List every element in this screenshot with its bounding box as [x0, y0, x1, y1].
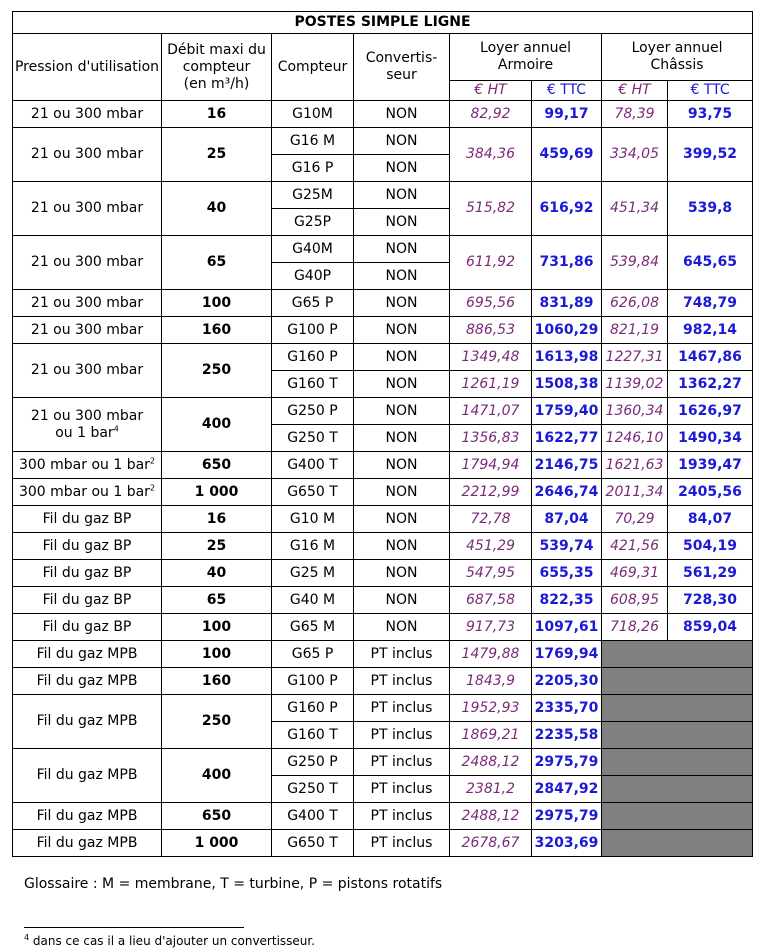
- cell-convertisseur: PT inclus: [354, 749, 450, 776]
- cell-compteur: G250 P: [272, 749, 354, 776]
- cell-chassis-ttc: 84,07: [668, 506, 753, 533]
- cell-chassis-ht: 334,05: [602, 128, 668, 182]
- cell-convertisseur: NON: [354, 155, 450, 182]
- cell-compteur: G650 T: [272, 479, 354, 506]
- cell-chassis-unavailable: [602, 668, 753, 695]
- cell-armoire-ht: 1349,48: [450, 344, 532, 371]
- cell-pression: [13, 533, 162, 560]
- cell-chassis-ht: 1227,31: [602, 344, 668, 371]
- footnote-rule: [24, 927, 244, 928]
- cell-convertisseur: NON: [354, 290, 450, 317]
- cell-armoire-ttc: 655,35: [532, 560, 602, 587]
- cell-chassis-ttc: 93,75: [668, 101, 753, 128]
- cell-armoire-ht: 2381,2: [450, 776, 532, 803]
- cell-armoire-ht: 2212,99: [450, 479, 532, 506]
- cell-compteur: G250 T: [272, 425, 354, 452]
- cell-armoire-ttc: 1060,29: [532, 317, 602, 344]
- cell-compteur: G16 M: [272, 128, 354, 155]
- cell-armoire-ttc: 731,86: [532, 236, 602, 290]
- footnote: [24, 934, 315, 948]
- cell-pression: [13, 830, 162, 857]
- table-row: [13, 128, 753, 155]
- cell-armoire-ht: 611,92: [450, 236, 532, 290]
- cell-chassis-ht: 70,29: [602, 506, 668, 533]
- header-chassis-ttc: € TTC: [668, 81, 753, 101]
- table-row: [13, 533, 753, 560]
- cell-pression: [13, 668, 162, 695]
- header-armoire-ttc: € TTC: [532, 81, 602, 101]
- cell-pression: [13, 749, 162, 803]
- cell-chassis-ttc: 645,65: [668, 236, 753, 290]
- table-row: [13, 290, 753, 317]
- cell-chassis-ttc: 561,29: [668, 560, 753, 587]
- cell-armoire-ht: 384,36: [450, 128, 532, 182]
- table-row: [13, 452, 753, 479]
- header-convertisseur: Convertis-seur: [354, 34, 450, 101]
- cell-convertisseur: NON: [354, 533, 450, 560]
- cell-chassis-ttc: 504,19: [668, 533, 753, 560]
- cell-armoire-ht: 1356,83: [450, 425, 532, 452]
- table-row: [13, 344, 753, 371]
- cell-convertisseur: NON: [354, 587, 450, 614]
- cell-convertisseur: NON: [354, 452, 450, 479]
- cell-armoire-ht: 695,56: [450, 290, 532, 317]
- cell-armoire-ttc: 1613,98: [532, 344, 602, 371]
- cell-compteur: G16 M: [272, 533, 354, 560]
- cell-armoire-ttc: 539,74: [532, 533, 602, 560]
- cell-armoire-ttc: 2646,74: [532, 479, 602, 506]
- cell-convertisseur: NON: [354, 317, 450, 344]
- footnote-ref: 4: [113, 423, 119, 433]
- table-row: [13, 317, 753, 344]
- table-row: [13, 749, 753, 776]
- cell-convertisseur: PT inclus: [354, 668, 450, 695]
- cell-armoire-ttc: 2975,79: [532, 803, 602, 830]
- cell-armoire-ttc: 2975,79: [532, 749, 602, 776]
- cell-chassis-unavailable: [602, 803, 753, 830]
- cell-armoire-ttc: 459,69: [532, 128, 602, 182]
- header-debit-line2: (en m³/h): [183, 75, 250, 92]
- cell-compteur: G40P: [272, 263, 354, 290]
- cell-debit: 160: [162, 317, 272, 344]
- tariff-table: [12, 11, 753, 857]
- cell-debit: 16: [162, 506, 272, 533]
- cell-compteur: G40 M: [272, 587, 354, 614]
- cell-pression: [13, 182, 162, 236]
- cell-debit: 25: [162, 128, 272, 182]
- cell-debit: 25: [162, 533, 272, 560]
- cell-convertisseur: NON: [354, 101, 450, 128]
- cell-convertisseur: NON: [354, 182, 450, 209]
- cell-compteur: G16 P: [272, 155, 354, 182]
- table-body: [13, 101, 753, 857]
- cell-armoire-ht: 886,53: [450, 317, 532, 344]
- cell-chassis-ht: 421,56: [602, 533, 668, 560]
- cell-chassis-ttc: 539,8: [668, 182, 753, 236]
- cell-chassis-ht: 1246,10: [602, 425, 668, 452]
- cell-convertisseur: NON: [354, 263, 450, 290]
- cell-convertisseur: NON: [354, 371, 450, 398]
- cell-pression: [13, 344, 162, 398]
- cell-compteur: G160 P: [272, 695, 354, 722]
- cell-chassis-ht: 1360,34: [602, 398, 668, 425]
- table-row: [13, 479, 753, 506]
- cell-convertisseur: NON: [354, 344, 450, 371]
- cell-armoire-ht: 547,95: [450, 560, 532, 587]
- cell-armoire-ht: 451,29: [450, 533, 532, 560]
- cell-debit: 250: [162, 344, 272, 398]
- footnote-ref: 2: [149, 482, 156, 492]
- cell-compteur: G25P: [272, 209, 354, 236]
- cell-chassis-ht: 1139,02: [602, 371, 668, 398]
- table-row: [13, 587, 753, 614]
- cell-debit: 100: [162, 290, 272, 317]
- cell-armoire-ttc: 3203,69: [532, 830, 602, 857]
- cell-chassis-ht: 451,34: [602, 182, 668, 236]
- cell-pression: [13, 317, 162, 344]
- cell-armoire-ht: 1843,9: [450, 668, 532, 695]
- header-pression: Pression d'utilisation: [13, 34, 162, 101]
- cell-armoire-ht: 2678,67: [450, 830, 532, 857]
- cell-compteur: G250 P: [272, 398, 354, 425]
- glossary: Glossaire : M = membrane, T = turbine, P = pistons rotatifs: [24, 876, 443, 892]
- cell-compteur: G100 P: [272, 317, 354, 344]
- cell-debit: 65: [162, 587, 272, 614]
- cell-chassis-ttc: 1939,47: [668, 452, 753, 479]
- cell-armoire-ht: 82,92: [450, 101, 532, 128]
- cell-compteur: G40M: [272, 236, 354, 263]
- cell-convertisseur: PT inclus: [354, 722, 450, 749]
- table-row: [13, 236, 753, 263]
- table-row: [13, 695, 753, 722]
- cell-armoire-ht: 1952,93: [450, 695, 532, 722]
- cell-chassis-ht: 718,26: [602, 614, 668, 641]
- footnote-marker: 4: [24, 933, 30, 942]
- table-row: [13, 506, 753, 533]
- table-row: [13, 614, 753, 641]
- cell-pression: [13, 695, 162, 749]
- cell-convertisseur: PT inclus: [354, 641, 450, 668]
- cell-compteur: G65 P: [272, 641, 354, 668]
- header-debit-line1: Débit maxi du compteur: [167, 41, 266, 75]
- cell-chassis-ttc: 748,79: [668, 290, 753, 317]
- cell-armoire-ht: 515,82: [450, 182, 532, 236]
- pression-text: Fil du gaz MPB: [36, 767, 138, 783]
- pression-text: 21 ou 300 mbar: [30, 146, 144, 162]
- footnote-ref: 2: [149, 455, 156, 465]
- cell-pression: [13, 614, 162, 641]
- pression-text: Fil du gaz MPB: [36, 834, 138, 851]
- cell-armoire-ttc: 831,89: [532, 290, 602, 317]
- cell-chassis-ttc: 1467,86: [668, 344, 753, 371]
- pression-text: 300 mbar ou 1 bar: [18, 483, 150, 500]
- cell-chassis-ttc: 1490,34: [668, 425, 753, 452]
- table-row: [13, 398, 753, 425]
- cell-armoire-ttc: 1508,38: [532, 371, 602, 398]
- footnote-text: dans ce cas il a lieu d'ajouter un convertisseur.: [29, 934, 316, 948]
- cell-armoire-ht: 1479,88: [450, 641, 532, 668]
- cell-convertisseur: PT inclus: [354, 695, 450, 722]
- pression-text: Fil du gaz BP: [42, 510, 132, 527]
- cell-convertisseur: NON: [354, 479, 450, 506]
- cell-armoire-ttc: 2205,30: [532, 668, 602, 695]
- cell-debit: 250: [162, 695, 272, 749]
- header-loyer-armoire: Loyer annuel Armoire: [450, 34, 602, 81]
- cell-chassis-ttc: 859,04: [668, 614, 753, 641]
- cell-armoire-ttc: 1097,61: [532, 614, 602, 641]
- cell-compteur: G100 P: [272, 668, 354, 695]
- cell-armoire-ht: 72,78: [450, 506, 532, 533]
- cell-chassis-ht: 1621,63: [602, 452, 668, 479]
- header-debit: [162, 34, 272, 101]
- cell-compteur: G25 M: [272, 560, 354, 587]
- cell-debit: 650: [162, 452, 272, 479]
- cell-armoire-ttc: 1759,40: [532, 398, 602, 425]
- pression-text: Fil du gaz MPB: [36, 713, 138, 729]
- pression-text: 21 ou 300 mbar: [30, 362, 144, 378]
- cell-armoire-ttc: 2335,70: [532, 695, 602, 722]
- cell-convertisseur: NON: [354, 236, 450, 263]
- cell-armoire-ttc: 1769,94: [532, 641, 602, 668]
- cell-chassis-ttc: 2405,56: [668, 479, 753, 506]
- cell-debit: 100: [162, 614, 272, 641]
- cell-compteur: G400 T: [272, 803, 354, 830]
- cell-armoire-ht: 1794,94: [450, 452, 532, 479]
- cell-convertisseur: NON: [354, 560, 450, 587]
- cell-compteur: G160 P: [272, 344, 354, 371]
- cell-armoire-ht: 687,58: [450, 587, 532, 614]
- cell-debit: 160: [162, 668, 272, 695]
- cell-pression: [13, 479, 162, 506]
- table-row: [13, 641, 753, 668]
- cell-debit: 400: [162, 398, 272, 452]
- cell-armoire-ht: 2488,12: [450, 749, 532, 776]
- cell-compteur: G650 T: [272, 830, 354, 857]
- cell-convertisseur: NON: [354, 506, 450, 533]
- pression-text: Fil du gaz BP: [42, 591, 132, 608]
- cell-chassis-unavailable: [602, 749, 753, 776]
- cell-pression: [13, 560, 162, 587]
- cell-debit: 16: [162, 101, 272, 128]
- cell-debit: 40: [162, 182, 272, 236]
- table-row: [13, 560, 753, 587]
- cell-chassis-ht: 2011,34: [602, 479, 668, 506]
- cell-armoire-ttc: 2235,58: [532, 722, 602, 749]
- cell-debit: 400: [162, 749, 272, 803]
- cell-compteur: G160 T: [272, 371, 354, 398]
- cell-armoire-ttc: 2146,75: [532, 452, 602, 479]
- cell-pression: [13, 128, 162, 182]
- cell-compteur: G65 P: [272, 290, 354, 317]
- pression-text: Fil du gaz BP: [42, 537, 132, 554]
- cell-pression: [13, 803, 162, 830]
- pression-text: 21 ou 300 mbar: [30, 254, 144, 270]
- table-row: [13, 803, 753, 830]
- cell-chassis-ht: 608,95: [602, 587, 668, 614]
- cell-debit: 650: [162, 803, 272, 830]
- cell-convertisseur: NON: [354, 209, 450, 236]
- cell-convertisseur: NON: [354, 398, 450, 425]
- pression-text: Fil du gaz BP: [42, 564, 132, 581]
- header-chassis-ht: € HT: [602, 81, 668, 101]
- cell-chassis-ttc: 1626,97: [668, 398, 753, 425]
- cell-armoire-ttc: 822,35: [532, 587, 602, 614]
- cell-convertisseur: PT inclus: [354, 830, 450, 857]
- cell-compteur: G25M: [272, 182, 354, 209]
- cell-chassis-ht: 626,08: [602, 290, 668, 317]
- cell-compteur: G160 T: [272, 722, 354, 749]
- cell-chassis-ht: 821,19: [602, 317, 668, 344]
- cell-compteur: G65 M: [272, 614, 354, 641]
- cell-debit: 65: [162, 236, 272, 290]
- cell-debit: 100: [162, 641, 272, 668]
- pression-text: 21 ou 300 mbar: [30, 105, 144, 122]
- cell-chassis-unavailable: [602, 776, 753, 803]
- cell-chassis-unavailable: [602, 641, 753, 668]
- cell-pression: [13, 587, 162, 614]
- cell-chassis-ttc: 399,52: [668, 128, 753, 182]
- table-title: POSTES SIMPLE LIGNE: [13, 12, 753, 34]
- cell-compteur: G10M: [272, 101, 354, 128]
- cell-chassis-unavailable: [602, 695, 753, 722]
- cell-armoire-ttc: 1622,77: [532, 425, 602, 452]
- cell-pression: [13, 641, 162, 668]
- table-row: [13, 668, 753, 695]
- cell-convertisseur: PT inclus: [354, 776, 450, 803]
- table-row: [13, 182, 753, 209]
- cell-armoire-ttc: 87,04: [532, 506, 602, 533]
- table-row: [13, 101, 753, 128]
- pression-text: Fil du gaz BP: [42, 618, 132, 635]
- cell-pression: [13, 506, 162, 533]
- cell-debit: 40: [162, 560, 272, 587]
- cell-armoire-ht: 1869,21: [450, 722, 532, 749]
- cell-chassis-ttc: 982,14: [668, 317, 753, 344]
- pression-text: Fil du gaz MPB: [36, 645, 138, 662]
- cell-chassis-ht: 469,31: [602, 560, 668, 587]
- cell-armoire-ttc: 99,17: [532, 101, 602, 128]
- cell-armoire-ht: 917,73: [450, 614, 532, 641]
- cell-convertisseur: NON: [354, 614, 450, 641]
- cell-armoire-ht: 1471,07: [450, 398, 532, 425]
- pression-text: 21 ou 300 mbar: [30, 200, 144, 216]
- cell-pression: [13, 101, 162, 128]
- pression-text: Fil du gaz MPB: [36, 807, 138, 824]
- cell-armoire-ttc: 2847,92: [532, 776, 602, 803]
- cell-compteur: G400 T: [272, 452, 354, 479]
- cell-convertisseur: NON: [354, 128, 450, 155]
- cell-pression: [13, 290, 162, 317]
- cell-pression: [13, 452, 162, 479]
- cell-armoire-ttc: 616,92: [532, 182, 602, 236]
- cell-chassis-unavailable: [602, 722, 753, 749]
- cell-compteur: G250 T: [272, 776, 354, 803]
- cell-chassis-ht: 539,84: [602, 236, 668, 290]
- cell-chassis-ttc: 728,30: [668, 587, 753, 614]
- cell-convertisseur: PT inclus: [354, 803, 450, 830]
- pression-text: 21 ou 300 mbar: [30, 294, 144, 311]
- pression-text: 300 mbar ou 1 bar: [18, 456, 150, 473]
- cell-armoire-ht: 1261,19: [450, 371, 532, 398]
- header-armoire-ht: € HT: [450, 81, 532, 101]
- header-loyer-chassis: Loyer annuel Châssis: [602, 34, 753, 81]
- cell-pression: [13, 236, 162, 290]
- cell-chassis-ttc: 1362,27: [668, 371, 753, 398]
- cell-chassis-unavailable: [602, 830, 753, 857]
- cell-debit: 1 000: [162, 479, 272, 506]
- cell-convertisseur: NON: [354, 425, 450, 452]
- pression-text: 21 ou 300 mbar: [30, 321, 144, 338]
- cell-chassis-ht: 78,39: [602, 101, 668, 128]
- table-row: [13, 830, 753, 857]
- pression-text: 21 ou 300 mbar ou 1 bar: [30, 407, 144, 441]
- cell-pression: [13, 398, 162, 452]
- cell-debit: 1 000: [162, 830, 272, 857]
- header-compteur: Compteur: [272, 34, 354, 101]
- cell-compteur: G10 M: [272, 506, 354, 533]
- pression-text: Fil du gaz MPB: [36, 672, 138, 689]
- cell-armoire-ht: 2488,12: [450, 803, 532, 830]
